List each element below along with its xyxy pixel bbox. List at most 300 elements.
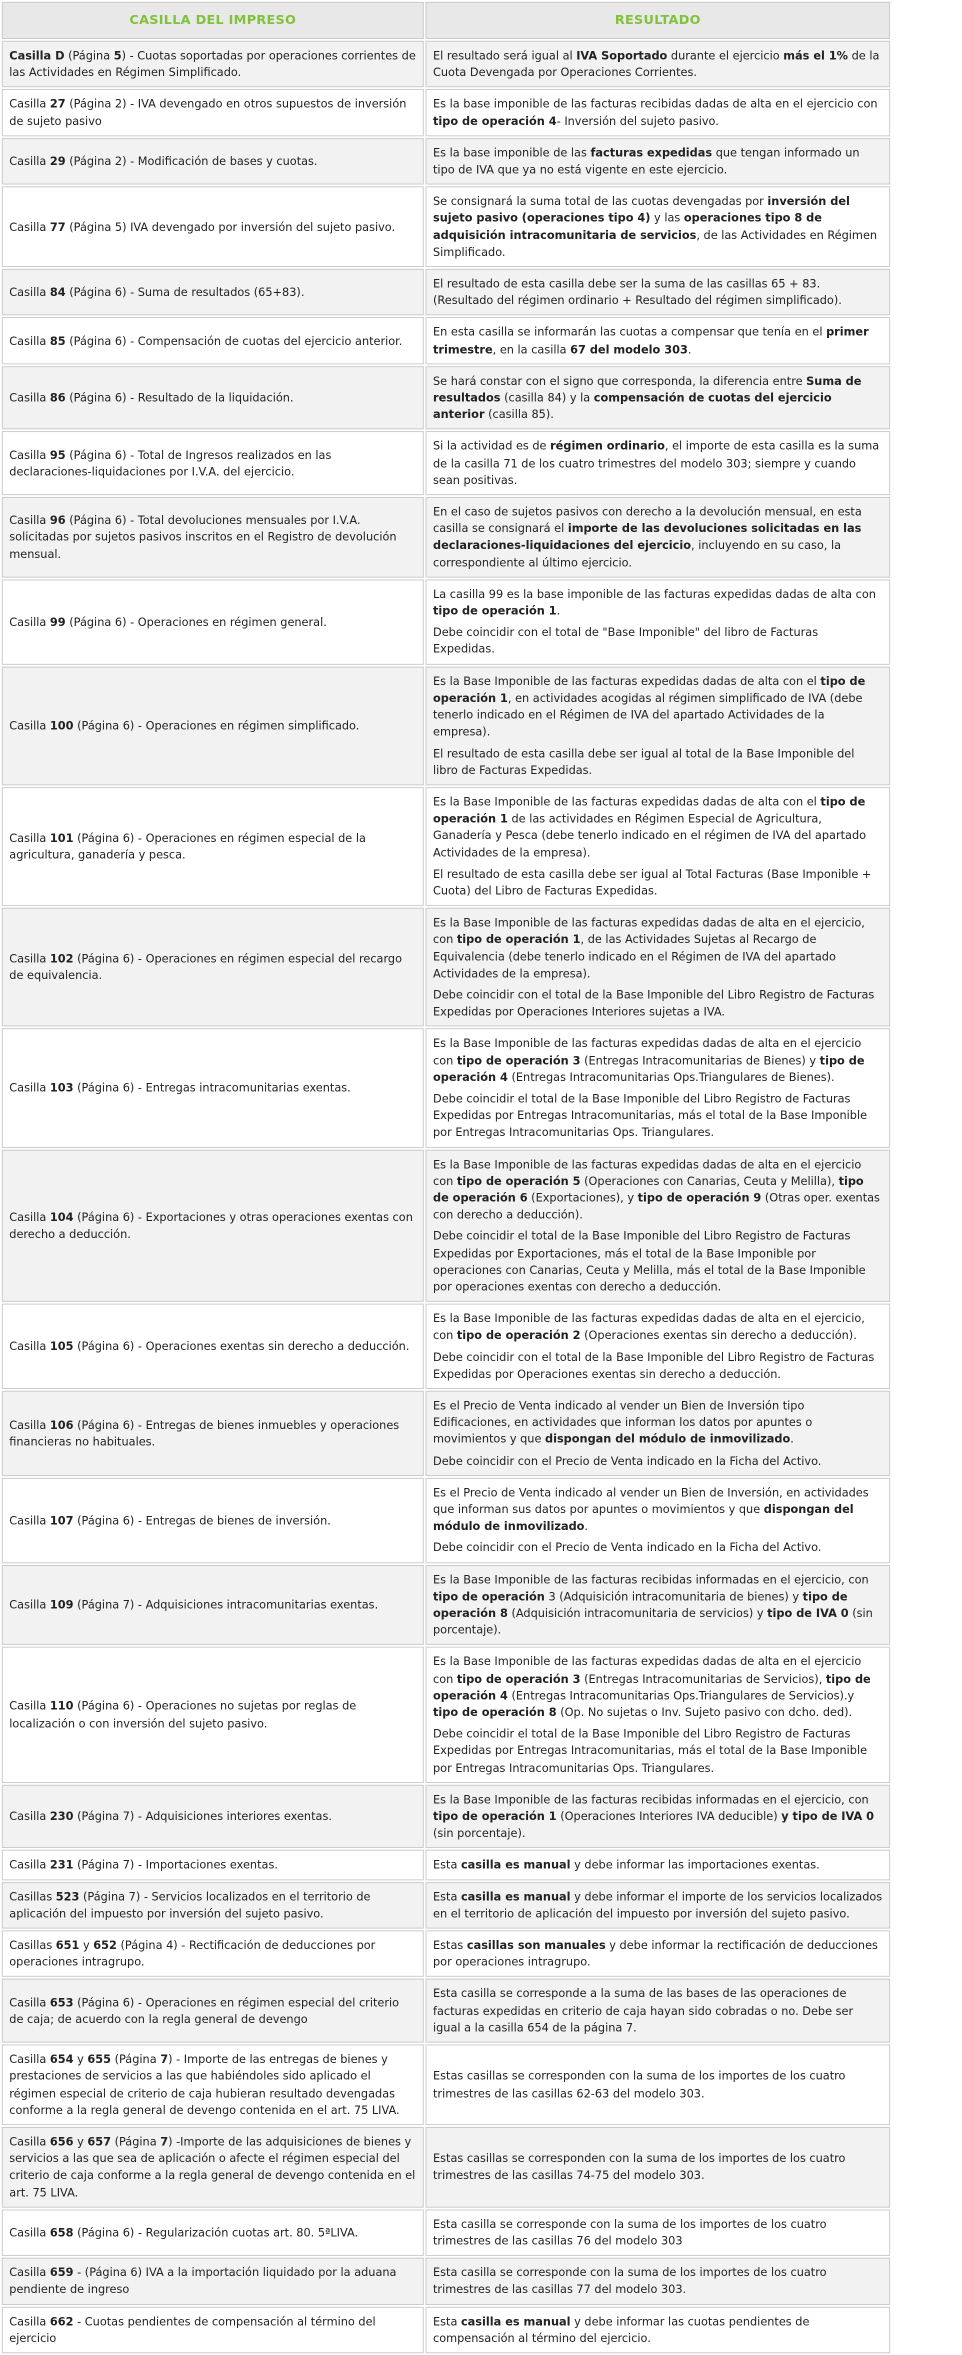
resultado-paragraph (433, 1791, 883, 1842)
table-row (2, 432, 890, 496)
bold-text: 523 (55, 1890, 80, 1904)
text-segment: (Operaciones Interiores IVA deducible) (556, 1809, 782, 1823)
text-segment: (casilla 85). (484, 408, 554, 422)
text-segment: (Página 6) - Operaciones en régimen especial del criterio de caja; de acuerdo con la regla general de devengo (9, 1995, 400, 2026)
bold-text: dispongan del módulo de inmovilizado (432, 1502, 854, 1533)
text-segment: Casilla (9, 2135, 50, 2149)
casilla-cell (2, 432, 424, 496)
resultado-paragraph (433, 1986, 883, 2037)
table-row (2, 318, 890, 365)
resultado-paragraph (433, 1654, 883, 1722)
text-segment: Casilla (9, 97, 50, 111)
text-segment: Esta (432, 1858, 461, 1872)
resultado-cell (426, 187, 891, 267)
text-segment: y debe informar las cuotas pendientes de compensación al término del ejercicio. (432, 2314, 810, 2345)
table-row (2, 1850, 890, 1880)
text-segment: Se hará constar con el signo que corresponda, la diferencia entre (432, 374, 807, 388)
text-segment: Es la Base Imponible de las facturas recibidas informadas en el ejercicio, con (432, 1573, 869, 1587)
table-row (2, 1029, 890, 1148)
resultado-paragraph (433, 1090, 883, 1141)
casilla-cell (2, 1785, 424, 1849)
text-segment: Casilla (9, 2052, 50, 2066)
casilla-cell (2, 1304, 424, 1389)
resultado-paragraph (433, 2313, 883, 2347)
resultado-cell (426, 2045, 891, 2125)
resultado-cell (426, 138, 891, 185)
resultado-cell (426, 1785, 891, 1849)
text-segment: (Página 6) - Entregas de bienes inmuebles y operaciones financieras no habituales. (9, 1418, 400, 1449)
bold-text: tipo de operación 1 (432, 674, 866, 705)
text-segment: Casilla (9, 615, 50, 629)
resultado-paragraph (433, 673, 883, 741)
text-segment: Debe coincidir con el Precio de Venta indicado en la Ficha del Activo. (432, 1541, 822, 1555)
resultado-cell (426, 666, 891, 785)
text-segment: , de las Actividades en Régimen Simplificado. (432, 228, 878, 259)
text-segment: , incluyendo en su caso, la correspondiente al último ejercicio. (432, 539, 842, 569)
casilla-cell (2, 1930, 424, 1977)
bold-text: 77 (49, 220, 66, 234)
text-segment: Casilla (9, 2266, 50, 2280)
text-segment: (Página 6) - Operaciones en régimen general. (65, 615, 327, 629)
bold-text: tipo de operación 1 (432, 604, 557, 618)
text-segment: (Página 6) - Operaciones no sujetas por reglas de localización o con inversión del sujeto pasivo. (9, 1699, 357, 1730)
casilla-cell (2, 366, 424, 430)
text-segment: y (73, 2052, 88, 2066)
text-segment: Casilla (9, 952, 50, 966)
text-segment: Es la Base Imponible de las facturas expedidas dadas de alta en el ejercicio con (432, 1655, 862, 1686)
text-segment: y debe informar las importaciones exentas. (570, 1858, 820, 1872)
text-segment: ) -Importe de las adquisiciones de bienes y servicios a las que sea de aplicación o afecte el régimen especial del criterio de caja conforme a la regla general de devengo contenida en el art. 75 LIVA. (9, 2135, 416, 2199)
text-segment: ) - Importe de las entregas de bienes y prestaciones de servicios a las que habiéndoles sido aplicado el régimen especial de criterio de caja hubieran resultado devengadas conforme a la regla general de devengo contenida en el art. 75 LIVA. (9, 2052, 400, 2117)
bold-text: 106 (49, 1418, 74, 1432)
text-segment: ) - Cuotas soportadas por operaciones corrientes de las Actividades en Régimen Simplificado. (9, 49, 416, 79)
text-segment: . (584, 1519, 589, 1533)
text-segment: Es la Base Imponible de las facturas expedidas dadas de alta en el ejercicio con (432, 1157, 862, 1188)
text-segment: Es la Base Imponible de las facturas expedidas dadas de alta en el ejercicio, con (432, 916, 865, 947)
text-segment: (Página 6) - Total de Ingresos realizados en las declaraciones-liquidaciones por I.V.A. del ejercicio. (9, 448, 332, 479)
casilla-cell (2, 787, 424, 906)
text-segment: Es la base imponible de las (432, 146, 591, 160)
resultado-paragraph (433, 1035, 883, 1086)
bold-text: 85 (49, 334, 66, 348)
text-segment: El resultado de esta casilla debe ser la suma de las casillas 65 + 83. (Resultado del régimen ordinario + Resultado del régimen simplificado). (432, 277, 842, 308)
text-segment: y debe informar la rectificación de deducciones por operaciones intragrupo. (432, 1938, 878, 1969)
table-row (2, 41, 890, 88)
resultado-paragraph (433, 438, 883, 489)
casilla-cell (2, 41, 424, 88)
resultado-cell (426, 1930, 891, 1977)
text-segment: (Operaciones con Canarias, Ceuta y Melilla), (580, 1174, 839, 1188)
bold-text: 652 (93, 1938, 117, 1952)
table-row (2, 89, 890, 136)
table-row (2, 1647, 890, 1783)
resultado-paragraph (433, 1453, 883, 1470)
table-row (2, 269, 890, 316)
text-segment: Es la Base Imponible de las facturas expedidas dadas de alta con el (432, 795, 821, 809)
resultado-cell (426, 787, 891, 906)
table-row (2, 2127, 890, 2207)
text-segment: (Página 7) - Servicios localizados en el territorio de aplicación del impuesto por inversión del sujeto pasivo. (9, 1890, 371, 1921)
text-segment: Casilla (9, 334, 50, 348)
casilla-cell (2, 1149, 424, 1302)
text-segment: (Página (111, 2052, 161, 2066)
text-segment: Casilla (9, 285, 50, 299)
bold-text: dispongan del módulo de inmovilizado (544, 1432, 791, 1446)
resultado-paragraph (433, 1888, 883, 1922)
text-segment: Casilla (9, 1699, 50, 1713)
text-segment: En esta casilla se informarán las cuotas a compensar que tenía en el (432, 325, 827, 339)
bold-text: 27 (49, 97, 66, 111)
bold-text: 67 del modelo 303 (570, 342, 688, 356)
table-row (2, 138, 890, 185)
text-segment: Debe coincidir con el total de la Base Imponible del Libro Registro de Facturas Expedidas por Operaciones Interiores sujetas a IVA. (432, 988, 875, 1019)
text-segment: Casilla (9, 831, 50, 845)
resultado-paragraph (433, 324, 883, 358)
text-segment: Casilla (9, 391, 50, 405)
casilla-cell (2, 908, 424, 1027)
text-segment: Es la Base Imponible de las facturas recibidas informadas en el ejercicio, con (432, 1793, 869, 1807)
bold-text: casillas son manuales (466, 1938, 606, 1952)
table-row (2, 1565, 890, 1645)
resultado-paragraph (433, 373, 883, 424)
casilla-cell (2, 1882, 424, 1929)
bold-text: primer trimestre (432, 325, 869, 356)
bold-text: 105 (49, 1339, 74, 1353)
resultado-paragraph (433, 1726, 883, 1777)
text-segment: En el caso de sujetos pasivos con derecho a la devolución mensual, en esta casilla se consignará el (432, 505, 862, 536)
text-segment: (Exportaciones), y (527, 1191, 638, 1205)
table-row (2, 1979, 890, 2043)
table-row (2, 787, 890, 906)
resultado-cell (426, 1149, 891, 1302)
resultado-cell (426, 366, 891, 430)
bold-text: 100 (49, 719, 74, 733)
resultado-paragraph (433, 1540, 883, 1557)
resultado-cell (426, 2306, 891, 2353)
bold-text: 29 (49, 154, 66, 168)
resultado-cell (426, 89, 891, 136)
casilla-cell (2, 2258, 424, 2305)
bold-text: IVA Soportado (576, 49, 668, 63)
text-segment: de las actividades en Régimen Especial de Agricultura, Ganadería y Pesca (debe tenerlo indicado en el régimen de IVA del apartado Actividades de la empresa). (432, 812, 867, 860)
text-segment: Debe coincidir el total de la Base Imponible del Libro Registro de Facturas Expedidas por Entregas Intracomunitarias, más el total de la Base Imponible por Entregas Intracomunitarias Ops. Triangulares. (432, 1727, 868, 1775)
resultado-paragraph (433, 1937, 883, 1971)
bold-text: tipo de operación 3 (456, 1672, 581, 1686)
text-segment: (Entregas Intracomunitarias de Servicios), (580, 1672, 826, 1686)
resultado-cell (426, 432, 891, 496)
text-segment: Si la actividad es de (432, 439, 551, 453)
text-segment: Estas casillas se corresponden con la suma de los importes de los cuatro trimestres de las casillas 62-63 del modelo 303. (432, 2069, 846, 2100)
resultado-paragraph (433, 2264, 883, 2298)
resultado-paragraph (433, 1484, 883, 1535)
bold-text: 656 (49, 2135, 74, 2149)
text-segment: (Página 6) - Operaciones exentas sin derecho a deducción. (73, 1339, 410, 1353)
bold-text: tipo de operación 4 (432, 1053, 865, 1084)
resultado-paragraph (433, 914, 883, 982)
text-segment: Debe coincidir con el total de la Base Imponible del Libro Registro de Facturas Expedidas por Operaciones exentas sin derecho a deducción. (432, 1350, 875, 1381)
resultado-paragraph (433, 2216, 883, 2250)
text-segment: Casilla (9, 2226, 50, 2239)
text-segment: Debe coincidir con el total de "Base Imponible" del libro de Facturas Expedidas. (432, 626, 819, 656)
bold-text: 101 (49, 831, 74, 845)
text-segment: Casillas (9, 1938, 56, 1952)
text-segment: Es el Precio de Venta indicado al vender un Bien de Inversión tipo Edificaciones, en actividades que informan los datos por apuntes o movimientos y que (432, 1399, 813, 1446)
bold-text: 7 (160, 2135, 169, 2149)
table-row (2, 1149, 890, 1302)
resultado-paragraph (433, 96, 883, 130)
bold-text: tipo de operación 5 (456, 1174, 581, 1188)
resultado-cell (426, 1478, 891, 1563)
bold-text: 99 (49, 615, 66, 629)
resultado-paragraph (433, 624, 883, 658)
resultado-paragraph (433, 504, 883, 572)
bold-text: tipo de operación 6 (432, 1174, 864, 1205)
table-row (2, 2209, 890, 2256)
casilla-cell (2, 1478, 424, 1563)
casilla-cell (2, 1391, 424, 1476)
bold-text: tipo de operación 1 (456, 933, 581, 947)
table-row (2, 666, 890, 785)
casilla-cell (2, 2127, 424, 2207)
resultado-paragraph (433, 1397, 883, 1448)
text-segment: Es la Base Imponible de las facturas expedidas dadas de alta en el ejercicio, con (432, 1312, 865, 1343)
text-segment: Esta casilla se corresponde con la suma de los importes de los cuatro trimestres de las casillas 76 del modelo 303 (432, 2217, 827, 2248)
text-segment: Esta (432, 2314, 461, 2328)
resultado-paragraph (433, 2068, 883, 2102)
casilla-cell (2, 497, 424, 577)
bold-text: tipo de operación 4 (432, 114, 557, 128)
text-segment: El resultado de esta casilla debe ser igual al Total Facturas (Base Imponible + Cuota) del Libro de Facturas Expedidas. (432, 867, 872, 898)
casilla-cell (2, 187, 424, 267)
table-row (2, 497, 890, 577)
bold-text: casilla es manual (460, 1890, 571, 1904)
text-segment: (Página 5) IVA devengado por inversión del sujeto pasivo. (65, 220, 396, 234)
resultado-cell (426, 2209, 891, 2256)
text-segment: (Página 6) - Operaciones en régimen simplificado. (73, 719, 360, 733)
text-segment: Esta (432, 1890, 461, 1904)
resultado-paragraph (433, 866, 883, 900)
bold-text: más el 1% (783, 49, 849, 63)
text-segment: y debe informar el importe de los servicios localizados en el territorio de aplicación del impuesto por inversión del sujeto pasivo. (432, 1890, 883, 1921)
casilla-cell (2, 1565, 424, 1645)
text-segment: Es la Base Imponible de las facturas expedidas dadas de alta con el (432, 674, 821, 688)
text-segment: Se consignará la suma total de las cuotas devengadas por (432, 194, 768, 208)
text-segment: Casilla (9, 1339, 50, 1353)
bold-text: 95 (49, 448, 66, 462)
bold-text: 103 (49, 1081, 74, 1095)
resultado-cell (426, 1565, 891, 1645)
bold-text: tipo de operación 1 (432, 1809, 557, 1823)
text-segment: (Página 7) - Adquisiciones interiores exentas. (73, 1809, 332, 1823)
bold-text: importe de las devoluciones solicitadas en las declaraciones-liquidaciones del ejercicio (432, 522, 862, 553)
text-segment: El resultado será igual al (432, 49, 577, 63)
resultado-paragraph (433, 1310, 883, 1344)
text-segment: Casilla (9, 1081, 50, 1095)
bold-text: tipo de operación 4 (432, 1672, 871, 1703)
bold-text: 86 (49, 391, 66, 405)
text-segment: (Página 4) - Rectificación de deducciones por operaciones intragrupo. (9, 1938, 376, 1969)
text-segment: Casilla (9, 719, 50, 733)
text-segment: Casilla (9, 448, 50, 462)
resultado-cell (426, 1850, 891, 1880)
text-segment: (Página 6) - Regularización cuotas art. 80. 5ªLIVA. (73, 2226, 359, 2239)
bold-text: 651 (55, 1938, 80, 1952)
resultado-cell (426, 1647, 891, 1783)
text-segment: que tengan informado un tipo de IVA que ya no está vigente en este ejercicio. (432, 146, 860, 177)
bold-text: 657 (87, 2135, 112, 2149)
casilla-cell (2, 1850, 424, 1880)
bold-text: 109 (49, 1598, 74, 1612)
resultado-paragraph (433, 1228, 883, 1296)
bold-text: 230 (49, 1809, 74, 1823)
table-row (2, 1304, 890, 1389)
text-segment: . (687, 342, 692, 356)
table-row (2, 366, 890, 430)
text-segment: Casilla (9, 1210, 50, 1224)
casilla-cell (2, 579, 424, 664)
bold-text: 7 (160, 2052, 169, 2066)
resultado-paragraph (433, 1857, 883, 1874)
text-segment: (Página 7) - Adquisiciones intracomunitarias exentas. (73, 1598, 379, 1612)
text-segment: , en la casilla (492, 342, 571, 356)
text-segment: Debe coincidir el total de la Base Imponible del Libro Registro de Facturas Expedidas por Exportaciones, más el total de la Base Imponible por operaciones con Canarias, Ceuta y Melilla, más el total de la Base Imponible por operaciones exentas con derecho a deducción. (432, 1229, 866, 1294)
column-header-resultado: RESULTADO (426, 2, 891, 39)
text-segment: Es la Base Imponible de las facturas expedidas dadas de alta en el ejercicio con (432, 1036, 862, 1067)
text-segment: y (79, 1938, 94, 1952)
text-segment: (Operaciones exentas sin derecho a deducción). (580, 1329, 857, 1343)
text-segment: (Página 6) - Exportaciones y otras operaciones exentas con derecho a deducción. (9, 1210, 413, 1241)
resultado-cell (426, 41, 891, 88)
resultado-cell (426, 1979, 891, 2043)
text-segment: Casilla (9, 1858, 50, 1872)
text-segment: (Otras oper. exentas con derecho a deducción). (432, 1191, 880, 1222)
text-segment: (Entregas Intracomunitarias Ops.Triangulares de Bienes). (507, 1070, 835, 1084)
text-segment: (Página 6) - Entregas de bienes de inversión. (73, 1513, 331, 1527)
text-segment: - (Página 6) IVA a la importación liquidado por la aduana pendiente de ingreso (9, 2266, 397, 2297)
resultado-cell (426, 908, 891, 1027)
bold-text: 110 (49, 1699, 74, 1713)
text-segment: El resultado de esta casilla debe ser igual al total de la Base Imponible del libro de Facturas Expedidas. (432, 746, 855, 777)
text-segment: Casilla (9, 1513, 50, 1527)
table-row (2, 908, 890, 1027)
resultado-paragraph (433, 1571, 883, 1639)
text-segment: Debe coincidir con el Precio de Venta indicado en la Ficha del Activo. (432, 1454, 822, 1468)
text-segment: Casilla (9, 154, 50, 168)
text-segment: de la Cuota Devengada por Operaciones Corrientes. (432, 49, 880, 79)
text-segment: Casilla (9, 1995, 50, 2009)
text-segment: Debe coincidir el total de la Base Imponible del Libro Registro de Facturas Expedidas por Entregas Intracomunitarias, más el total de la Base Imponible por Entregas Intracomunitarias Ops. Triangulares. (432, 1092, 868, 1139)
bold-text: 662 (49, 2314, 74, 2328)
bold-text: y tipo de IVA 0 (781, 1809, 875, 1823)
resultado-paragraph (433, 745, 883, 779)
text-segment: (Página 6) - Resultado de la liquidación. (65, 391, 294, 405)
casilla-cell (2, 2045, 424, 2125)
text-segment: , de las Actividades Sujetas al Recargo de Equivalencia (debe tenerlo indicado en el Régimen de IVA del apartado Actividades de la empresa). (432, 933, 836, 980)
bold-text: 104 (49, 1210, 74, 1224)
table-row (2, 579, 890, 664)
bold-text: Casilla D (9, 49, 65, 63)
bold-text: 655 (87, 2052, 112, 2066)
resultado-paragraph (433, 47, 883, 81)
bold-text: tipo de operación 3 (456, 1053, 581, 1067)
resultado-cell (426, 2127, 891, 2207)
text-segment: Casillas (9, 1890, 56, 1904)
text-segment: (Op. No sujetas o Inv. Sujeto pasivo con dcho. ded). (556, 1706, 853, 1720)
text-segment: Casilla (9, 2314, 50, 2328)
text-segment: (Adquisición intracomunitaria de servicios) y (507, 1606, 768, 1620)
resultado-paragraph (433, 986, 883, 1020)
text-segment: Es la base imponible de las facturas recibidas dadas de alta en el ejercicio con (432, 97, 878, 111)
text-segment: Estas (432, 1938, 467, 1952)
text-segment: (Página 6) - Operaciones en régimen especial de la agricultura, ganadería y pesca. (9, 831, 366, 862)
table-header-row (2, 2, 890, 39)
text-segment: Casilla (9, 1809, 50, 1823)
casilla-cell (2, 1029, 424, 1148)
bold-text: tipo de operación 1 (432, 795, 866, 826)
casilla-cell (2, 318, 424, 365)
resultado-cell (426, 497, 891, 577)
text-segment: (Página (111, 2135, 161, 2149)
bold-text: 96 (49, 513, 66, 527)
bold-text: tipo de operación 2 (456, 1329, 581, 1343)
text-segment: (Página 6) - Suma de resultados (65+83). (65, 285, 305, 299)
casilla-cell (2, 666, 424, 785)
bold-text: tipo de operación 9 (637, 1191, 762, 1205)
table-row (2, 2258, 890, 2305)
bold-text: 5 (113, 49, 122, 63)
bold-text: tipo de operación 8 (432, 1706, 557, 1720)
resultado-paragraph (433, 1156, 883, 1224)
bold-text: tipo de operación (432, 1589, 545, 1603)
bold-text: 231 (49, 1858, 74, 1872)
text-segment: (sin porcentaje). (432, 1606, 873, 1637)
text-segment: (Entregas Intracomunitarias de Bienes) y (580, 1053, 820, 1067)
table-row (2, 1930, 890, 1977)
text-segment: (Página 6) - Total devoluciones mensuales por I.V.A. solicitadas por sujetos pasivos inscritos en el Registro de devolución mensual. (9, 513, 397, 561)
bold-text: casilla es manual (460, 2314, 571, 2328)
text-segment: - Inversión del sujeto pasivo. (556, 114, 719, 128)
text-segment: , en actividades acogidas al régimen simplificado de IVA (debe tenerlo indicado en el Régimen de IVA del apartado Actividades de la empresa). (432, 691, 863, 739)
resultado-paragraph (433, 2150, 883, 2184)
casilla-cell (2, 2209, 424, 2256)
table-row (2, 1882, 890, 1929)
table-row (2, 2045, 890, 2125)
bold-text: tipo de operación 8 (432, 1589, 848, 1620)
table-row (2, 1478, 890, 1563)
casilla-cell (2, 2306, 424, 2353)
text-segment: (casilla 84) y la (500, 391, 594, 405)
resultado-paragraph (433, 586, 883, 620)
text-segment: Esta casilla se corresponde con la suma de los importes de los cuatro trimestres de las casillas 77 del modelo 303. (432, 2266, 827, 2297)
bold-text: 84 (49, 285, 66, 299)
resultado-cell (426, 579, 891, 664)
table-row (2, 1785, 890, 1849)
table-row (2, 1391, 890, 1476)
text-segment: 3 (Adquisición intracomunitaria de bienes) y (544, 1589, 803, 1603)
text-segment: y (73, 2135, 88, 2149)
resultado-cell (426, 1304, 891, 1389)
bold-text: 654 (49, 2052, 74, 2066)
resultado-paragraph (433, 275, 883, 309)
text-segment: Casilla (9, 1418, 50, 1432)
resultado-cell (426, 2258, 891, 2305)
text-segment: (Entregas Intracomunitarias Ops.Triangulares de Servicios).y (507, 1689, 855, 1703)
resultado-cell (426, 269, 891, 316)
bold-text: régimen ordinario (550, 439, 665, 453)
text-segment: - Cuotas pendientes de compensación al término del ejercicio (9, 2314, 376, 2345)
bold-text: Suma de resultados (432, 374, 862, 405)
text-segment: Casilla (9, 220, 50, 234)
